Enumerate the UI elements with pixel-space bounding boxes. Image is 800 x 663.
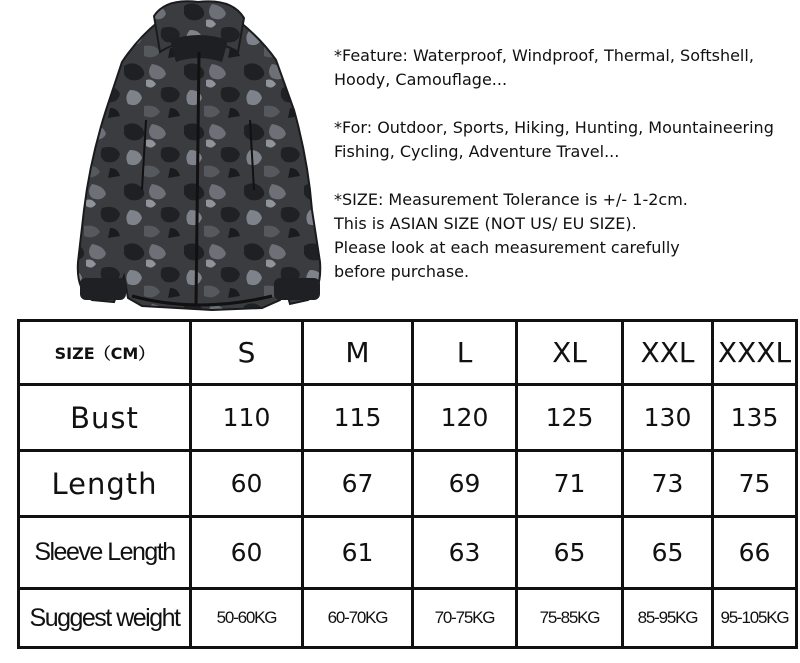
table-cell: 75-85KG [517,589,623,648]
table-cell: 110 [191,385,303,451]
size-s: S [191,321,303,385]
table-cell: 130 [623,385,713,451]
jacket-product-image [62,0,334,312]
table-cell: 60 [191,517,303,589]
product-description [334,44,800,284]
table-cell: 65 [517,517,623,589]
table-cell: 67 [303,451,413,517]
size-l: L [413,321,517,385]
table-cell: 125 [517,385,623,451]
size-header-label: SIZE（CM） [19,321,191,385]
table-cell: 73 [623,451,713,517]
table-row-sleeve-length [19,517,797,589]
size-xxl: XXL [623,321,713,385]
table-cell: 65 [623,517,713,589]
table-cell: 135 [713,385,797,451]
row-label-sleeve-length: Sleeve Length [19,517,191,589]
table-cell: 70-75KG [413,589,517,648]
table-cell: 66 [713,517,797,589]
table-cell: 61 [303,517,413,589]
table-cell: 50-60KG [191,589,303,648]
size-chart-table [17,319,798,649]
table-row-length [19,451,797,517]
table-cell: 69 [413,451,517,517]
table-row-suggest-weight [19,589,797,648]
table-cell: 63 [413,517,517,589]
size-xl: XL [517,321,623,385]
row-label-bust: Bust [19,385,191,451]
row-label-suggest-weight: Suggest weight [19,589,191,648]
feature-text: *Feature: Waterproof, Windproof, Thermal, Softshell, Hoody, Camouflage... [334,46,754,89]
row-label-length: Length [19,451,191,517]
usage-text: *For: Outdoor, Sports, Hiking, Hunting, Mountaineering Fishing, Cycling, Adventure Travel... [334,118,774,161]
size-m: M [303,321,413,385]
table-cell: 71 [517,451,623,517]
table-cell: 95-105KG [713,589,797,648]
size-header-row [19,321,797,385]
size-xxxl: XXXL [713,321,797,385]
table-cell: 115 [303,385,413,451]
table-cell: 120 [413,385,517,451]
table-row-bust [19,385,797,451]
table-cell: 60-70KG [303,589,413,648]
size-note-text: *SIZE: Measurement Tolerance is +/- 1-2cm. This is ASIAN SIZE (NOT US/ EU SIZE). Please look at each measurement carefully before purchase. [334,190,688,281]
table-cell: 60 [191,451,303,517]
table-cell: 85-95KG [623,589,713,648]
table-cell: 75 [713,451,797,517]
